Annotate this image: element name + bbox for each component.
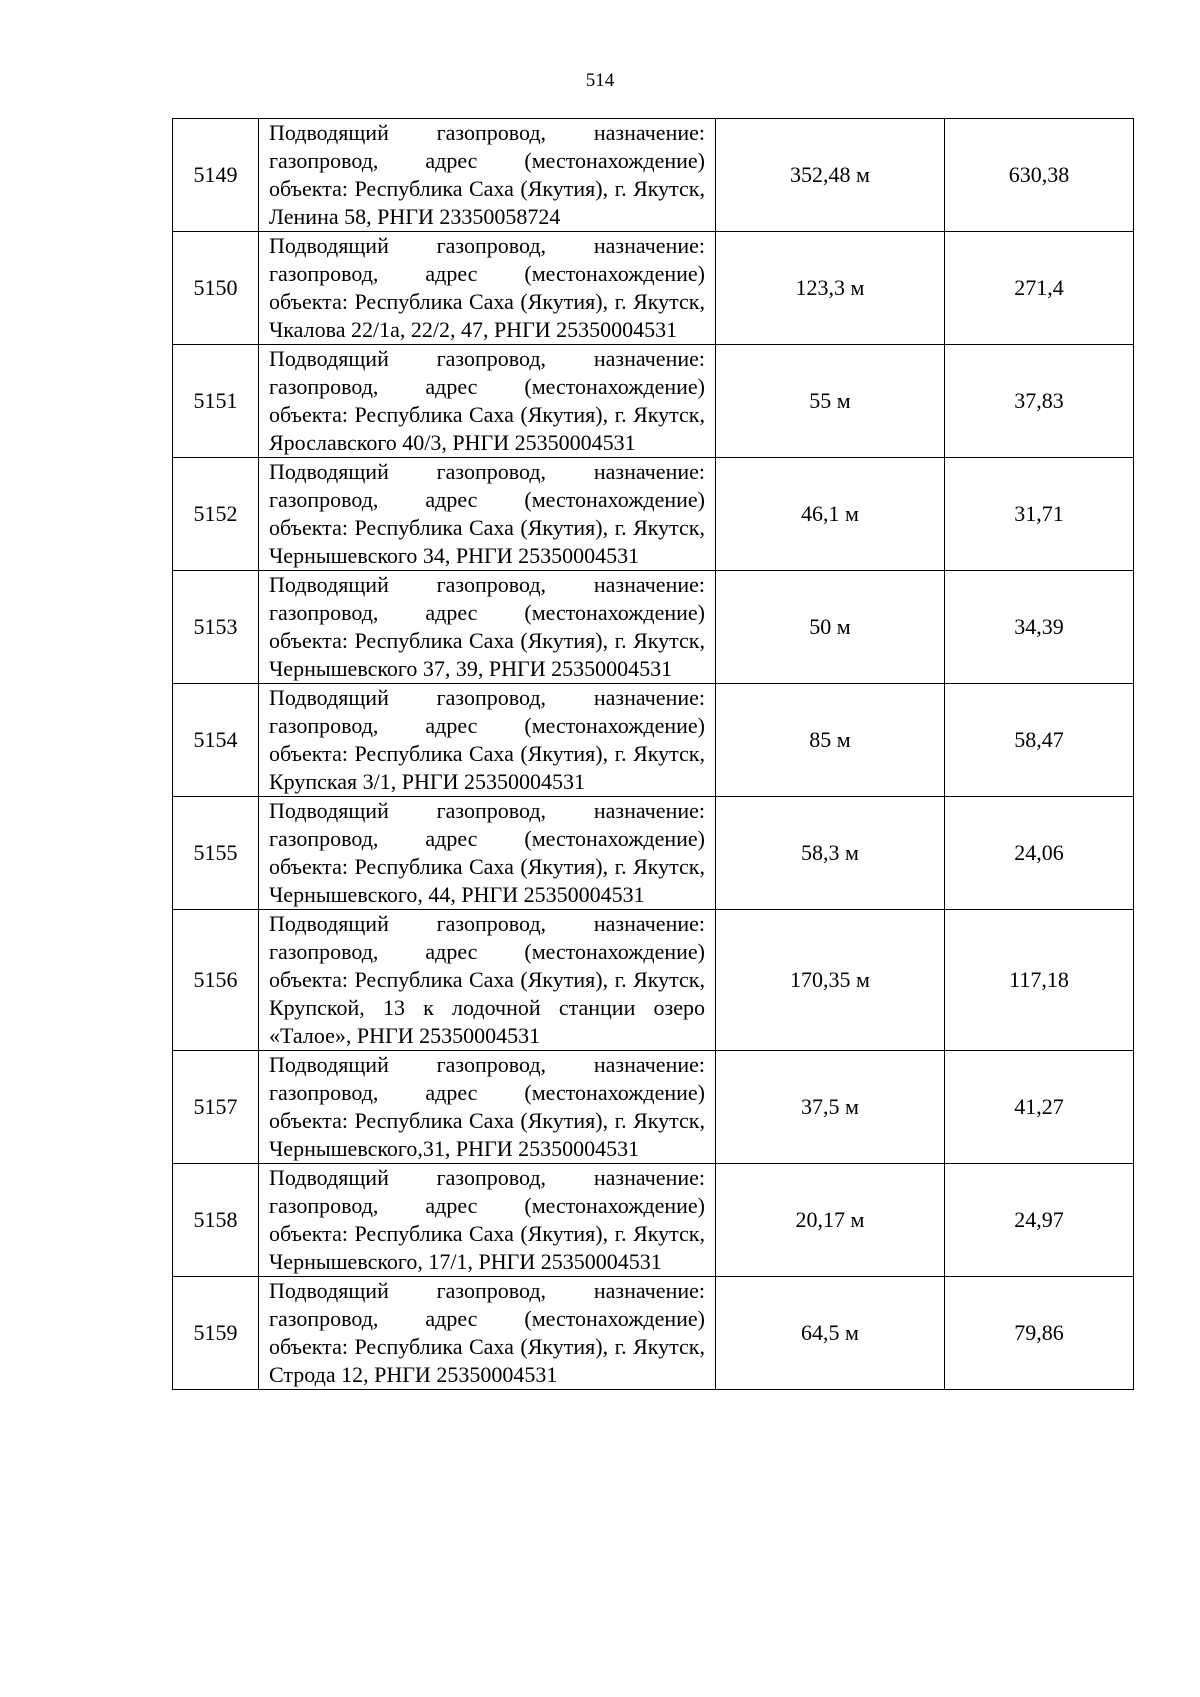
object-value: 630,38 [945, 119, 1134, 232]
object-value: 34,39 [945, 571, 1134, 684]
table-row [173, 232, 1134, 345]
object-description: Подводящий газопровод, назначение: газопровод, адрес (местонахождение) объекта: Республика Саха (Якутия), г. Якутск, Чернышевского,31, РНГИ 25350004531 [259, 1051, 716, 1164]
object-description: Подводящий газопровод, назначение: газопровод, адрес (местонахождение) объекта: Республика Саха (Якутия), г. Якутск, Крупской, 13 к лодочной станции озеро «Талое», РНГИ 25350004531 [259, 910, 716, 1051]
object-description: Подводящий газопровод, назначение: газопровод, адрес (местонахождение) объекта: Республика Саха (Якутия), г. Якутск, Чкалова 22/1а, 22/2, 47, РНГИ 25350004531 [259, 232, 716, 345]
object-length: 352,48 м [716, 119, 945, 232]
table-row [173, 458, 1134, 571]
object-value: 37,83 [945, 345, 1134, 458]
object-value: 24,06 [945, 797, 1134, 910]
object-length: 64,5 м [716, 1277, 945, 1390]
table-row [173, 119, 1134, 232]
object-length: 123,3 м [716, 232, 945, 345]
row-number: 5151 [173, 345, 259, 458]
row-number: 5149 [173, 119, 259, 232]
object-length: 85 м [716, 684, 945, 797]
row-number: 5156 [173, 910, 259, 1051]
object-description: Подводящий газопровод, назначение: газопровод, адрес (местонахождение) объекта: Республика Саха (Якутия), г. Якутск, Ярославского 40/3, РНГИ 25350004531 [259, 345, 716, 458]
row-number: 5152 [173, 458, 259, 571]
row-number: 5158 [173, 1164, 259, 1277]
row-number: 5150 [173, 232, 259, 345]
object-value: 31,71 [945, 458, 1134, 571]
table-row [173, 684, 1134, 797]
object-description: Подводящий газопровод, назначение: газопровод, адрес (местонахождение) объекта: Республика Саха (Якутия), г. Якутск, Чернышевского, 44, РНГИ 25350004531 [259, 797, 716, 910]
table-row [173, 797, 1134, 910]
table-row [173, 571, 1134, 684]
object-description: Подводящий газопровод, назначение: газопровод, адрес (местонахождение) объекта: Республика Саха (Якутия), г. Якутск, Ленина 58, РНГИ 23350058724 [259, 119, 716, 232]
row-number: 5155 [173, 797, 259, 910]
object-length: 58,3 м [716, 797, 945, 910]
table-row [173, 345, 1134, 458]
object-description: Подводящий газопровод, назначение: газопровод, адрес (местонахождение) объекта: Республика Саха (Якутия), г. Якутск, Крупская 3/1, РНГИ 25350004531 [259, 684, 716, 797]
row-number: 5154 [173, 684, 259, 797]
object-length: 55 м [716, 345, 945, 458]
row-number: 5153 [173, 571, 259, 684]
table-row [173, 1277, 1134, 1390]
object-value: 271,4 [945, 232, 1134, 345]
registry-table [172, 118, 1134, 1390]
table-row [173, 1051, 1134, 1164]
object-value: 24,97 [945, 1164, 1134, 1277]
object-description: Подводящий газопровод, назначение: газопровод, адрес (местонахождение) объекта: Республика Саха (Якутия), г. Якутск, Чернышевского 37, 39, РНГИ 25350004531 [259, 571, 716, 684]
object-description: Подводящий газопровод, назначение: газопровод, адрес (местонахождение) объекта: Республика Саха (Якутия), г. Якутск, Чернышевского, 17/1, РНГИ 25350004531 [259, 1164, 716, 1277]
table-row [173, 1164, 1134, 1277]
object-length: 37,5 м [716, 1051, 945, 1164]
object-length: 170,35 м [716, 910, 945, 1051]
object-length: 50 м [716, 571, 945, 684]
object-value: 58,47 [945, 684, 1134, 797]
object-value: 79,86 [945, 1277, 1134, 1390]
object-description: Подводящий газопровод, назначение: газопровод, адрес (местонахождение) объекта: Республика Саха (Якутия), г. Якутск, Строда 12, РНГИ 25350004531 [259, 1277, 716, 1390]
object-value: 117,18 [945, 910, 1134, 1051]
object-value: 41,27 [945, 1051, 1134, 1164]
object-description: Подводящий газопровод, назначение: газопровод, адрес (местонахождение) объекта: Республика Саха (Якутия), г. Якутск, Чернышевского 34, РНГИ 25350004531 [259, 458, 716, 571]
row-number: 5159 [173, 1277, 259, 1390]
object-length: 20,17 м [716, 1164, 945, 1277]
table-row [173, 910, 1134, 1051]
object-length: 46,1 м [716, 458, 945, 571]
page-number: 514 [585, 70, 615, 91]
row-number: 5157 [173, 1051, 259, 1164]
